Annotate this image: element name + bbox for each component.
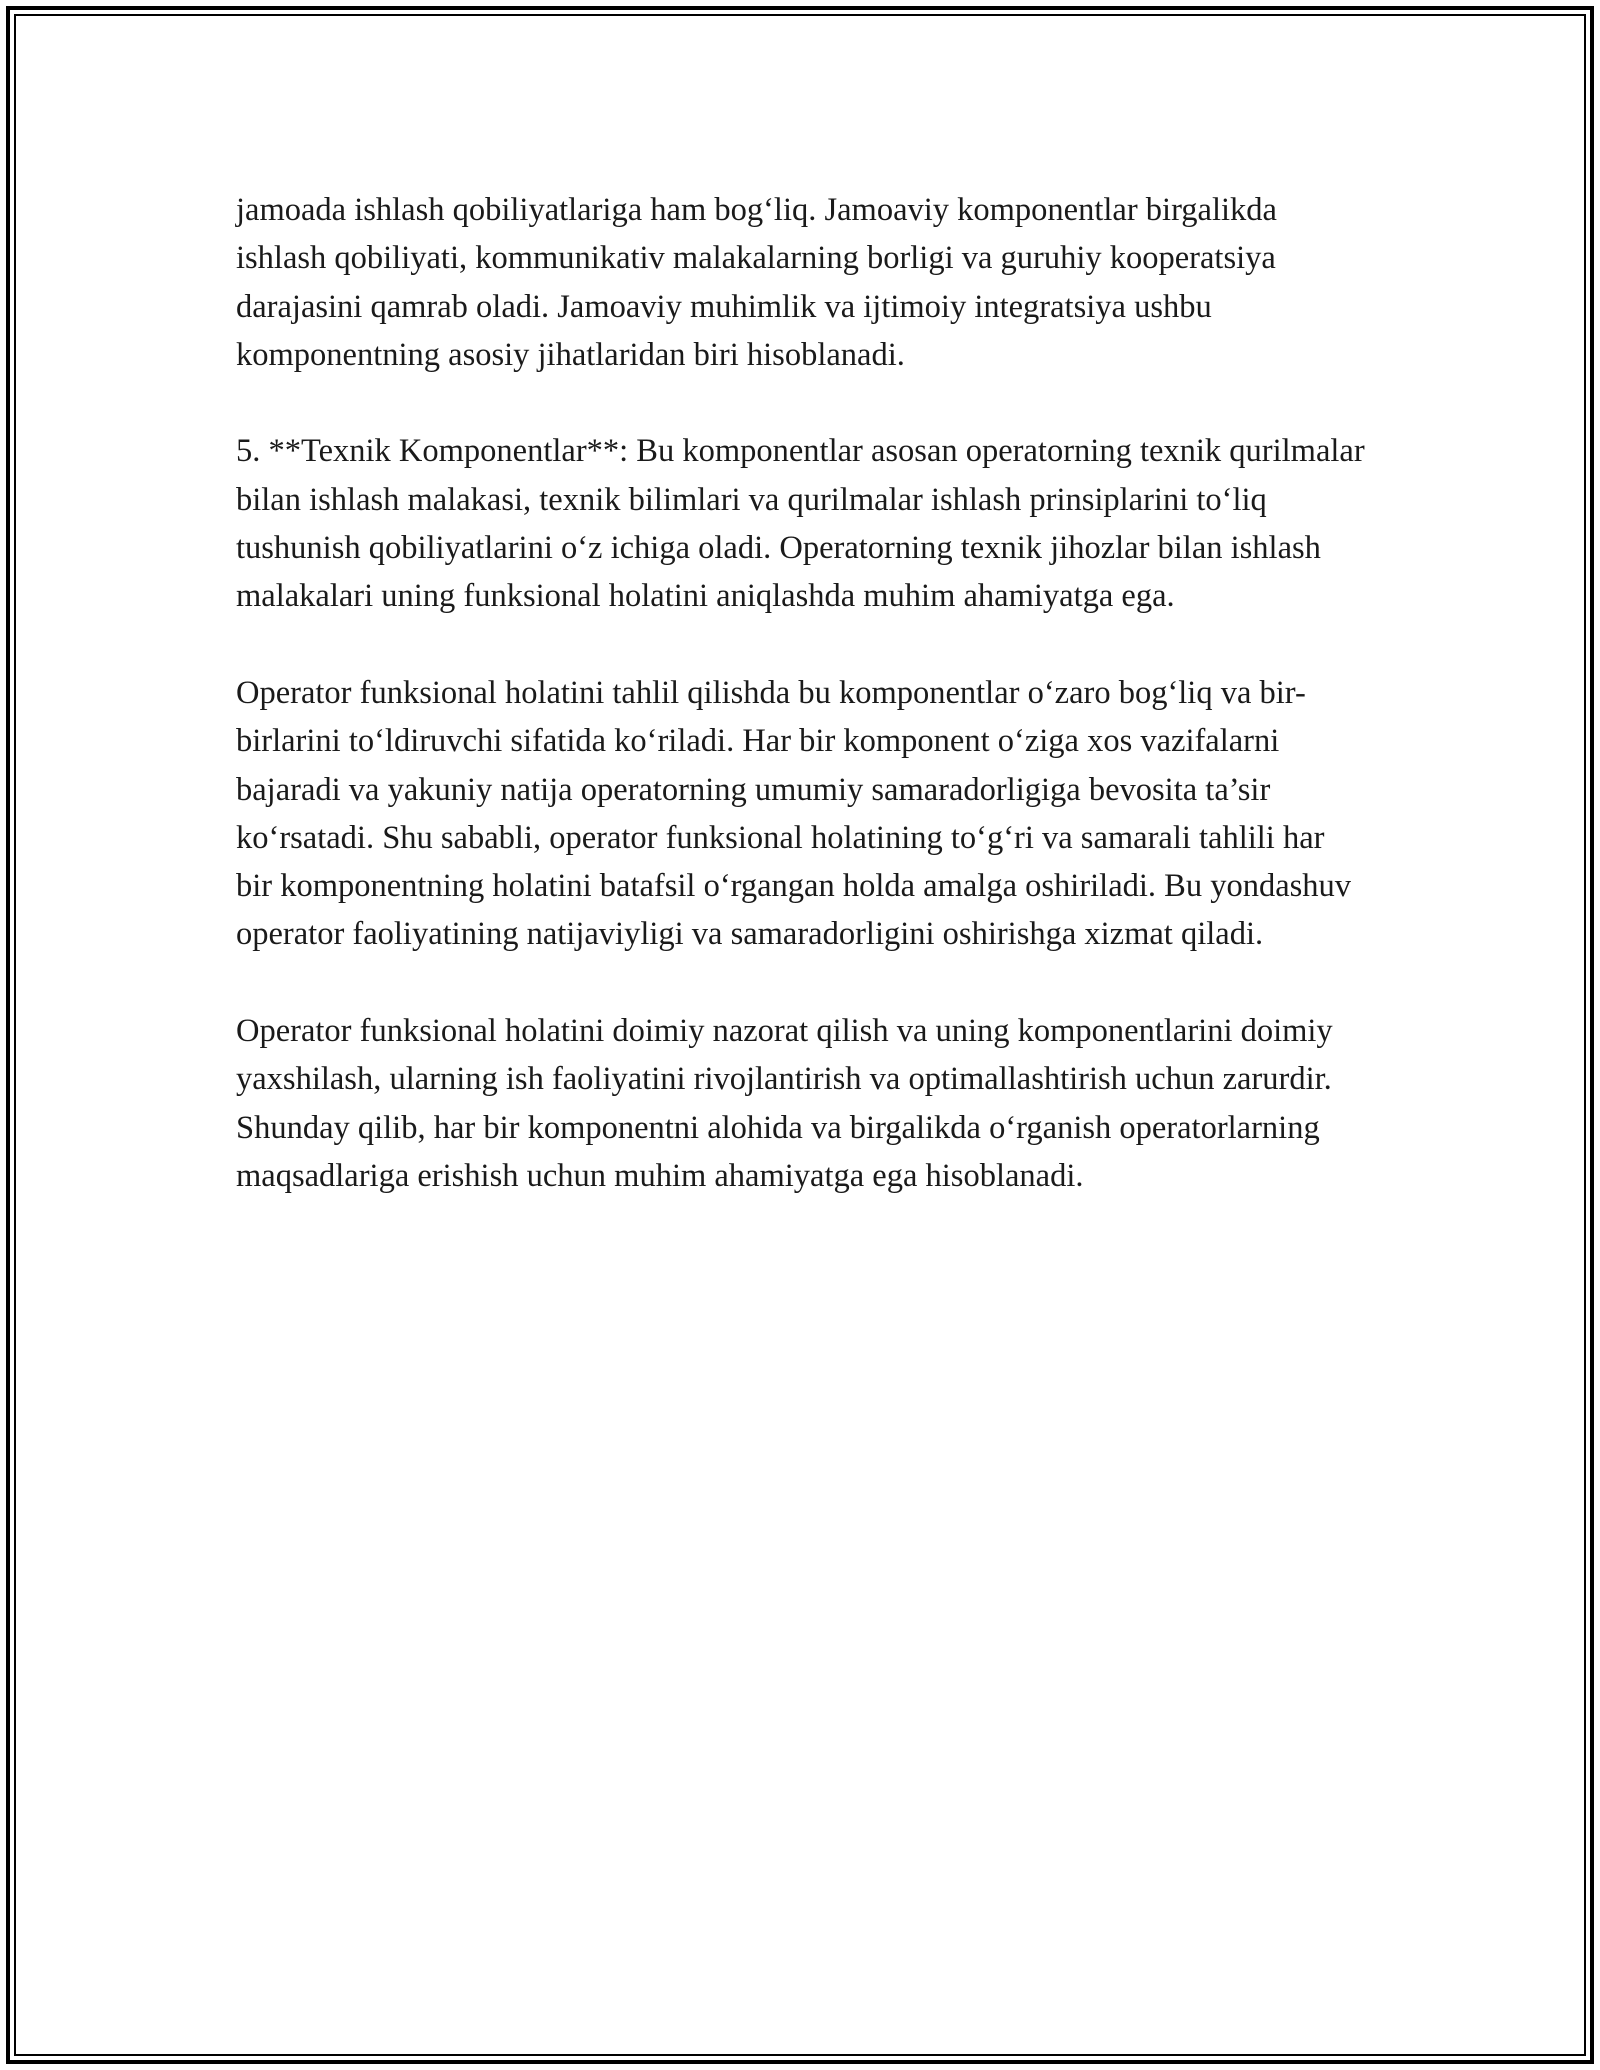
paragraph-texnik-komponentlar: 5. **Texnik Komponentlar**: Bu komponentlar asosan operatorning texnik qurilmalar bilan ishlash malakasi, texnik bilimlari va qurilmalar ishlash prinsiplarini to‘liq tushunish qobiliyatlarini o‘z ichiga oladi. Operatorning texnik jihozlar bilan ishlash malakalari uning funksional holatini aniqlashda muhim ahamiyatga ega. <box>236 433 1365 615</box>
paragraph-nazorat: Operator funksional holatini doimiy nazorat qilish va uning komponentlarini doimiy yaxshilash, ularning ish faoliyatini rivojlantirish va optimallashtirish uchun zarurdir. Shunday qilib, har bir komponentni alohida va birgalikda o‘rganish operatorlarning maqsadlariga erishish uchun muhim ahamiyatga ega hisoblanadi. <box>236 1013 1333 1194</box>
paragraph-tahlil: Operator funksional holatini tahlil qilishda bu komponentlar o‘zaro bog‘liq va bir-birlarini to‘ldiruvchi sifatida ko‘riladi. Har bir komponent o‘ziga xos vazifalarni bajaradi va yakuniy natija operatorning umumiy samaradorligiga bevosita ta’sir ko‘rsatadi. Shu sababli, operator funksional holatining to‘g‘ri va samarali tahlili har bir komponentning holatini batafsil o‘rgangan holda amalga oshiriladi. Bu yondashuv operator faoliyatining natijaviyligi va samaradorligini oshirishga xizmat qiladi. <box>236 674 1352 953</box>
paragraph-jamoaviy-continuation: jamoada ishlash qobiliyatlariga ham bog‘liq. Jamoaviy komponentlar birgalikda ishlash qobiliyati, kommunikativ malakalarning borligi va guruhiy kooperatsiya darajasini qamrab oladi. Jamoaviy muhimlik va ijtimoiy integratsiya ushbu komponentning asosiy jihatlaridan biri hisoblanadi. <box>236 192 1277 373</box>
page-body <box>236 186 1366 1200</box>
